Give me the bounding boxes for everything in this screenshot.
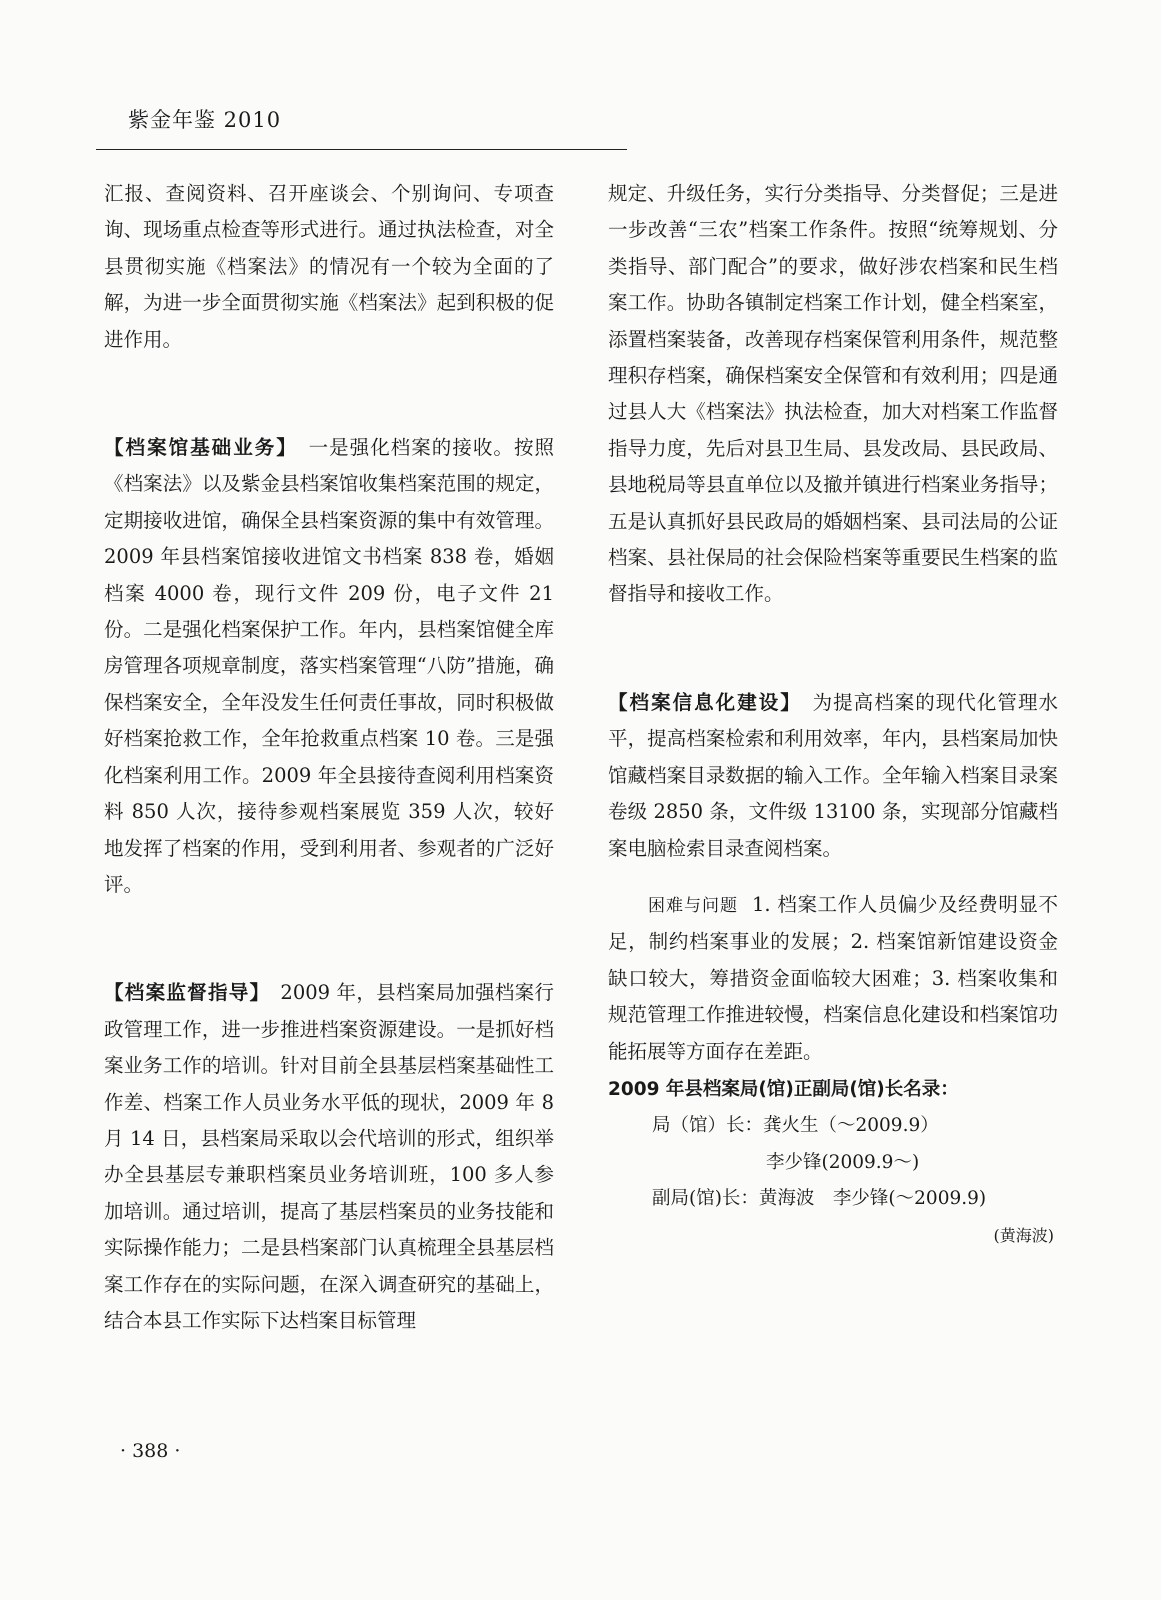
informatization-body: 为提高档案的现代化管理水平，提高档案检索和利用效率，年内，县档案局加快馆藏档案目录数据的输入工作。全年输入档案目录案卷级 2850 条，文件级 13100 条，实现部分馆藏档案电脑检索目录查阅档案。 [608, 690, 1058, 860]
supervision-continued: 规定、升级任务，实行分类指导、分类督促；三是进一步改善“三农”档案工作条件。按照“统筹规划、分类指导、部门配合”的要求，做好涉农档案和民生档案工作。协助各镇制定档案工作计划，健全档案室，添置档案装备，改善现存档案保管利用条件，规范整理积存档案，确保档案安全保管和有效利用；四是通过县人大《档案法》执法检查，加大对档案工作监督指导力度，先后对县卫生局、县发改局、县民政局、县地税局等县直单位以及撤并镇进行档案业务指导；五是认真抓好县民政局的婚姻档案、县司法局的公证档案、县社保局的社会保险档案等重要民生档案的监督指导和接收工作。 [608, 182, 1058, 606]
section-gap [608, 867, 1058, 887]
issues-section [608, 887, 1058, 1070]
basic-business-title: 【档案馆基础业务】 [104, 436, 289, 460]
section-gap [608, 613, 1058, 685]
page-number: · 388 · [120, 1440, 181, 1462]
roster-line-director: 局（馆）长：龚火生（～2009.9） [652, 1115, 939, 1137]
intro-paragraph: 汇报、查阅资料、召开座谈会、个别询问、专项查询、现场重点检查等形式进行。通过执法检查，对全县贯彻实施《档案法》的情况有一个较为全面的了解，为进一步全面贯彻实施《档案法》起到积极的促进作用。 [104, 182, 554, 351]
basic-business-section [104, 430, 554, 903]
informatization-title: 【档案信息化建设】 [608, 690, 793, 714]
supervision-title: 【档案监督指导】 [104, 981, 261, 1005]
header-rule [96, 149, 627, 150]
running-title: 紫金年鉴 2010 [128, 108, 282, 132]
supervision-body: 2009 年，县档案局加强档案行政管理工作，进一步推进档案资源建设。一是抓好档案业务工作的培训。针对目前全县基层档案基础性工作差、档案工作人员业务水平低的现状，2009 年 8 月 14 日，县档案局采取以会代培训的形式，组织举办全县基层专兼职档案员业务培训班，100 多人参加培训。通过培训，提高了基层档案员的业务技能和实际操作能力；二是县档案部门认真梳理全县基层档案工作存在的实际问题，在深入调查研究的基础上，结合本县工作实际下达档案目标管理 [104, 981, 554, 1332]
right-column [608, 176, 1058, 1254]
basic-business-body: 一是强化档案的接收。按照《档案法》以及紫金县档案馆收集档案范围的规定，定期接收进馆，确保全县档案资源的集中有效管理。2009 年县档案馆接收进馆文书档案 838 卷，婚姻档案 4000 卷，现行文件 209 份，电子文件 21 份。二是强化档案保护工作。年内，县档案馆健全库房管理各项规章制度，落实档案管理“八防”措施，确保档案安全，全年没发生任何责任事故，同时积极做好档案抢救工作，全年抢救重点档案 10 卷。三是强化档案利用工作。2009 年全县接待查阅利用档案资料 850 人次，接待参观档案展览 359 人次，较好地发挥了档案的作用，受到利用者、参观者的广泛好评。 [104, 436, 554, 896]
informatization-section [608, 685, 1058, 867]
left-column [104, 176, 554, 1339]
roster-title: 2009 年县档案局(馆)正副局(馆)长名录： [608, 1078, 959, 1100]
roster-line-deputy: 副局(馆)长：黄海波 李少锋(～2009.9) [652, 1188, 987, 1210]
author-credit: (黄海波) [993, 1225, 1054, 1245]
roster-line-director-2: 李少锋(2009.9～) [766, 1151, 920, 1173]
section-gap [104, 903, 554, 975]
issues-title: 困难与问题 [648, 895, 738, 916]
supervision-section [104, 975, 554, 1339]
issues-body: 1. 档案工作人员偏少及经费明显不足，制约档案事业的发展；2. 档案馆新馆建设资金缺口较大，筹措资金面临较大困难；3. 档案收集和规范管理工作推进较慢，档案信息化建设和档案馆功能拓展等方面存在差距。 [608, 892, 1058, 1063]
section-gap [104, 358, 554, 430]
